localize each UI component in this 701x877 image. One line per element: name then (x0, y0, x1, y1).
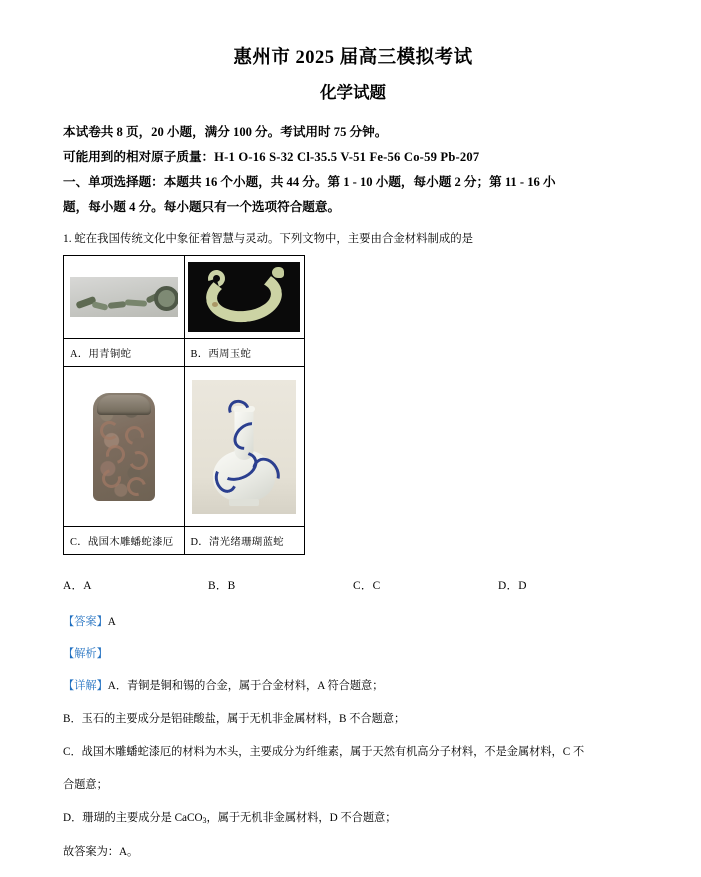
table-row (64, 527, 305, 555)
coiled-snake-motif (126, 448, 150, 472)
artifact-label-d: D．清光绪珊瑚蓝蛇 (184, 527, 305, 555)
table-row (64, 367, 305, 527)
answer-analysis-block (63, 612, 643, 862)
explanation-text-d-suffix: ，属于无机非金属材料，D 不合题意； (206, 812, 397, 825)
artifact-image-cell-b (184, 256, 305, 339)
coiled-snake-motif (121, 422, 147, 448)
lacquer-vessel-photo (64, 367, 184, 526)
detail-tag: 【详解】 (63, 680, 108, 693)
porcelain-vase-photo (185, 367, 305, 526)
answer-line (63, 612, 643, 632)
vase-foot (229, 499, 259, 506)
explanation-item-d (63, 808, 643, 829)
conclusion-line: 故答案为：A。 (63, 846, 139, 859)
explanation-text-d-prefix: D．珊瑚的主要成分是 CaCO (63, 812, 203, 825)
lacquer-vessel-artwork (93, 393, 155, 501)
explanation-item-a (63, 676, 643, 696)
coiled-snake-motif (102, 441, 128, 467)
document-subtitle: 化学试题 (320, 82, 386, 102)
artifact-label-c: C．战国木雕蟠蛇漆厄 (64, 527, 185, 555)
choice-a[interactable]: A．A (63, 580, 92, 593)
snake-segment (91, 301, 108, 311)
explanation-item-b: B．玉石的主要成分是铝硅酸盐，属于无机非金属材料，B 不合题意； (63, 713, 406, 726)
choice-b[interactable]: B．B (208, 580, 236, 593)
snake-segment (107, 301, 126, 309)
explanation-item-c: C．战国木雕蟠蛇漆厄的材料为木头，主要成分为纤维素，属于天然有机高分子材料，不是金属材料，C 不 (63, 746, 585, 759)
explanation-text-a: A．青铜是铜和锡的合金，属于合金材料，A 符合题意； (107, 680, 384, 693)
analysis-tag: 【解析】 (63, 648, 108, 661)
artifact-image-cell-a (64, 256, 185, 339)
atomic-masses-values: H-1 O-16 S-32 Cl-35.5 V-51 Fe-56 Co-59 Pb-207 (214, 150, 480, 165)
atomic-masses-label: 可能用到的相对原子质量： (63, 150, 215, 165)
answer-tag: 【答案】 (63, 616, 108, 629)
artifact-label-b: B．西周玉蛇 (184, 339, 305, 367)
instruction-line-section-1a: 一、单项选择题：本题共 16 个小题，共 44 分。第 1 - 10 小题，每小题 2 分；第 11 - 16 小 (63, 175, 556, 190)
analysis-line (63, 644, 643, 664)
artifact-table (63, 255, 305, 555)
jade-snake-photo (185, 256, 305, 338)
page-content (63, 0, 643, 875)
instruction-line-atomic-masses (63, 145, 643, 170)
instructions-block (63, 120, 643, 220)
explanation-item-c-continued: 合题意； (63, 779, 108, 792)
lacquer-lid (97, 395, 151, 415)
formula-subscript: 3 (202, 816, 207, 826)
question-stem: 1. 蛇在我国传统文化中象征着智慧与灵动。下列文物中，主要由合金材料制成的是 (63, 233, 474, 246)
coiled-snake-motif (123, 473, 149, 499)
artifact-label-a: A．用青铜蛇 (64, 339, 185, 367)
porcelain-vase-artwork (192, 380, 296, 514)
snake-segment (125, 299, 147, 307)
document-title: 惠州市 2025 届高三模拟考试 (233, 48, 473, 68)
bronze-snake-photo (64, 256, 184, 338)
choice-d[interactable]: D．D (498, 580, 527, 593)
table-row (64, 339, 305, 367)
jade-head (272, 267, 284, 278)
coiled-snake-motif (98, 465, 124, 491)
snake-coil (154, 286, 178, 311)
artifact-image-cell-c (64, 367, 185, 527)
coiled-snake-motif (100, 421, 119, 440)
instruction-line-pages: 本试卷共 8 页，20 小题，满分 100 分。考试用时 75 分钟。 (63, 125, 388, 140)
artifact-image-cell-d (184, 367, 305, 527)
jade-snake-artwork (188, 262, 300, 332)
answer-choices (63, 576, 643, 596)
instruction-line-section-1b: 题，每小题 4 分。每小题只有一个选项符合题意。 (63, 200, 341, 215)
table-row (64, 256, 305, 339)
choice-c[interactable]: C．C (353, 580, 381, 593)
answer-value: A (107, 616, 116, 629)
bronze-snake-artwork (70, 277, 178, 317)
